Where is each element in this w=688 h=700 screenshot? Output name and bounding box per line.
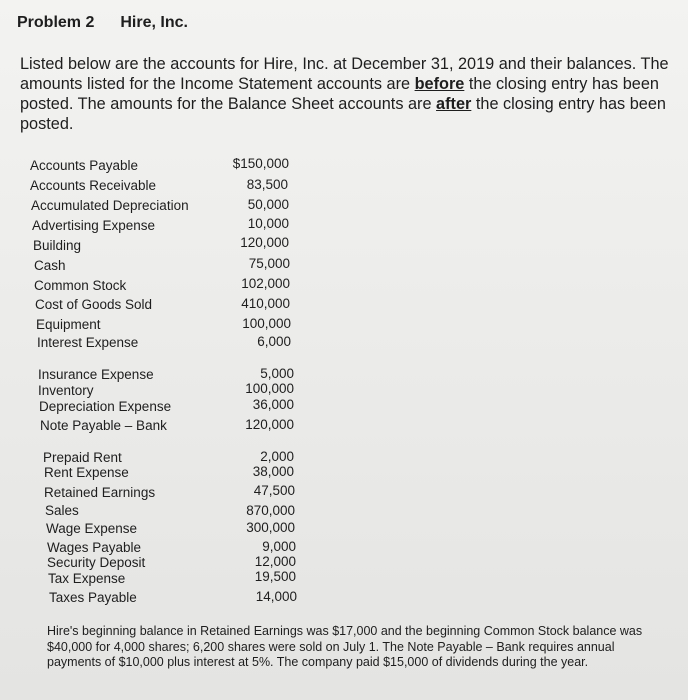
account-name: Taxes Payable — [49, 590, 137, 605]
account-name: Cost of Goods Sold — [35, 297, 153, 312]
account-amount: 120,000 — [245, 417, 294, 432]
account-amount: 102,000 — [241, 276, 290, 291]
account-amount: 75,000 — [248, 256, 290, 271]
intro-text-3: the closing entry has been posted. — [20, 95, 666, 133]
account-name: Sales — [45, 503, 79, 518]
account-name: Cash — [34, 258, 66, 273]
account-amount: 300,000 — [246, 520, 295, 535]
account-amount: 36,000 — [252, 397, 294, 412]
account-name: Accounts Receivable — [30, 178, 157, 193]
account-name: Retained Earnings — [44, 485, 156, 500]
account-name: Building — [33, 238, 82, 253]
account-amount: 83,500 — [246, 177, 288, 192]
account-amount: 100,000 — [242, 316, 291, 331]
account-amount: 410,000 — [241, 296, 290, 311]
account-name: Tax Expense — [48, 571, 126, 586]
account-amount: 47,500 — [253, 483, 295, 498]
account-name: Note Payable – Bank — [40, 418, 167, 433]
account-name: Prepaid Rent — [43, 450, 122, 465]
problem-number: Problem 2 — [17, 14, 95, 31]
problem-heading — [17, 14, 188, 32]
account-amount: 870,000 — [246, 503, 295, 518]
account-name: Depreciation Expense — [39, 399, 172, 414]
account-name: Interest Expense — [37, 335, 139, 350]
account-amount: $150,000 — [232, 156, 289, 171]
account-amount: 12,000 — [254, 554, 296, 569]
intro-text-1: Listed below are the accounts for Hire, Inc. at December 31, 2019 and their balances. The amounts listed for the Income Statement accounts are — [20, 55, 669, 93]
intro-emphasis-after: after — [436, 95, 472, 113]
account-name: Security Deposit — [47, 555, 146, 570]
account-name: Accounts Payable — [30, 158, 139, 173]
account-amount: 120,000 — [240, 235, 289, 250]
account-amount: 100,000 — [245, 381, 294, 396]
account-name: Accumulated Depreciation — [31, 198, 189, 213]
account-name: Wage Expense — [46, 521, 138, 536]
intro-text-2: the closing entry has been posted. The amounts for the Balance Sheet accounts are — [20, 75, 659, 113]
account-amount: 19,500 — [254, 569, 296, 584]
account-amount: 5,000 — [260, 366, 294, 381]
account-amount: 50,000 — [247, 197, 289, 212]
company-name: Hire, Inc. — [120, 14, 188, 31]
intro-paragraph — [20, 54, 670, 134]
intro-emphasis-before: before — [414, 75, 465, 93]
account-name: Insurance Expense — [38, 367, 154, 382]
account-amount: 2,000 — [260, 449, 294, 464]
account-name: Rent Expense — [44, 465, 129, 480]
account-amount: 38,000 — [252, 464, 294, 479]
additional-info-note: Hire's beginning balance in Retained Earnings was $17,000 and the beginning Common Stock balance was $40,000 for 4,000 shares; 6,200 shares were sold on July 1. The Note Payable – Bank requires annual payments of $10,000 plus interest at 5%. The company paid $15,000 of dividends during the year. — [47, 624, 643, 669]
account-amount: 9,000 — [262, 539, 296, 554]
account-amount: 14,000 — [255, 589, 297, 604]
account-name: Equipment — [36, 317, 101, 332]
account-amount: 10,000 — [247, 216, 289, 231]
account-name: Common Stock — [34, 278, 127, 293]
account-name: Advertising Expense — [32, 218, 156, 233]
account-name: Inventory — [38, 383, 94, 398]
account-amount: 6,000 — [257, 334, 291, 349]
account-name: Wages Payable — [47, 540, 142, 555]
